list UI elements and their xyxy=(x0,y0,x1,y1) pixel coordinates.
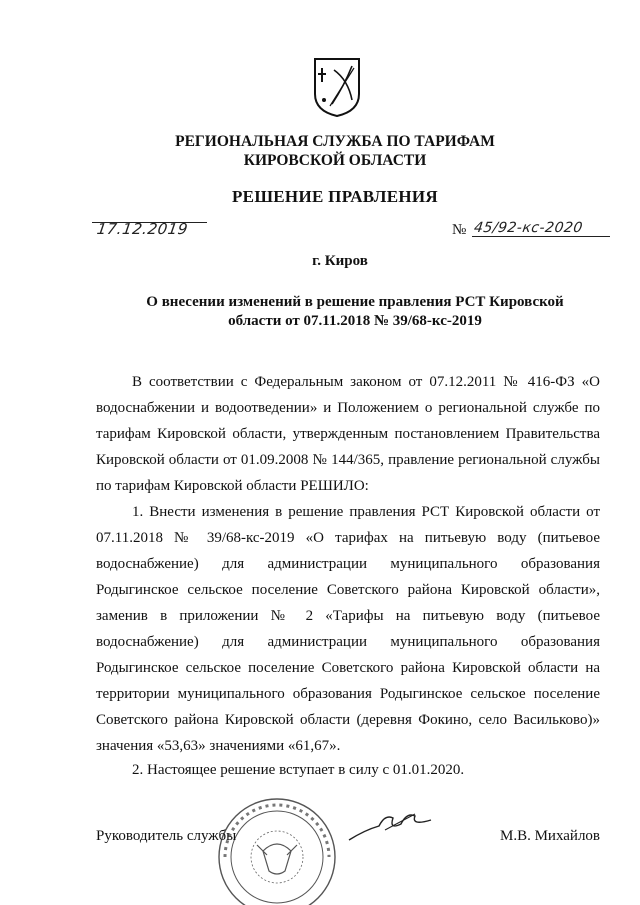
body-paragraph-preamble: В соответствии с Федеральным законом от 07.12.2011 № 416-ФЗ «О водоснабжении и водоотведении» и Положением о региональной службе по тарифам Кировской области, утвержденным постановлением Правительства Кировской области от 01.09.2008 № 144/365, правление региональной службы по тарифам Кировской области РЕШИЛО: xyxy=(96,374,600,494)
signatory-name: М.В. Михайлов xyxy=(500,828,601,844)
document-type: РЕШЕНИЕ ПРАВЛЕНИЯ xyxy=(232,187,438,206)
city: г. Киров xyxy=(312,253,368,269)
signatory-position: Руководитель службы xyxy=(96,828,237,844)
document-title-line2: области от 07.11.2018 № 39/68-кс-2019 xyxy=(228,313,482,329)
number-label: № xyxy=(452,222,467,238)
document-number: 45/92-кс-2020 xyxy=(472,220,584,236)
number-underline xyxy=(472,236,610,237)
document-date: 17.12.2019 xyxy=(95,220,190,238)
handwritten-signature-icon xyxy=(345,800,435,850)
body-paragraph-item-1: 1. Внести изменения в решение правления РСТ Кировской области от 07.11.2018 № 39/68-кс-2019 «О тарифах на питьевую воду (питьевое водоснабжение) для администрации муниципального образования Родыгинское сельское поселение Советского района Кировской области», заменив в приложении № 2 «Тарифы на питьевую воду (питьевое водоснабжение) для администрации муниципального образования Родыгинское сельское поселение Советского района Кировской области на территории муниципального образования Родыгинское сельское поселение Советского района Кировской области (деревня Фокино, село Васильково)» значения «53,63» значениями «61,67». xyxy=(96,504,600,754)
organization-name-line1: РЕГИОНАЛЬНАЯ СЛУЖБА ПО ТАРИФАМ xyxy=(175,133,495,150)
coat-of-arms-icon xyxy=(312,56,362,118)
body-paragraph-item-2: 2. Настоящее решение вступает в силу с 01.01.2020. xyxy=(132,762,465,778)
organization-name-line2: КИРОВСКОЙ ОБЛАСТИ xyxy=(243,152,427,169)
document-title-line1: О внесении изменений в решение правления РСТ Кировской xyxy=(146,294,564,310)
official-seal-icon xyxy=(205,785,345,905)
